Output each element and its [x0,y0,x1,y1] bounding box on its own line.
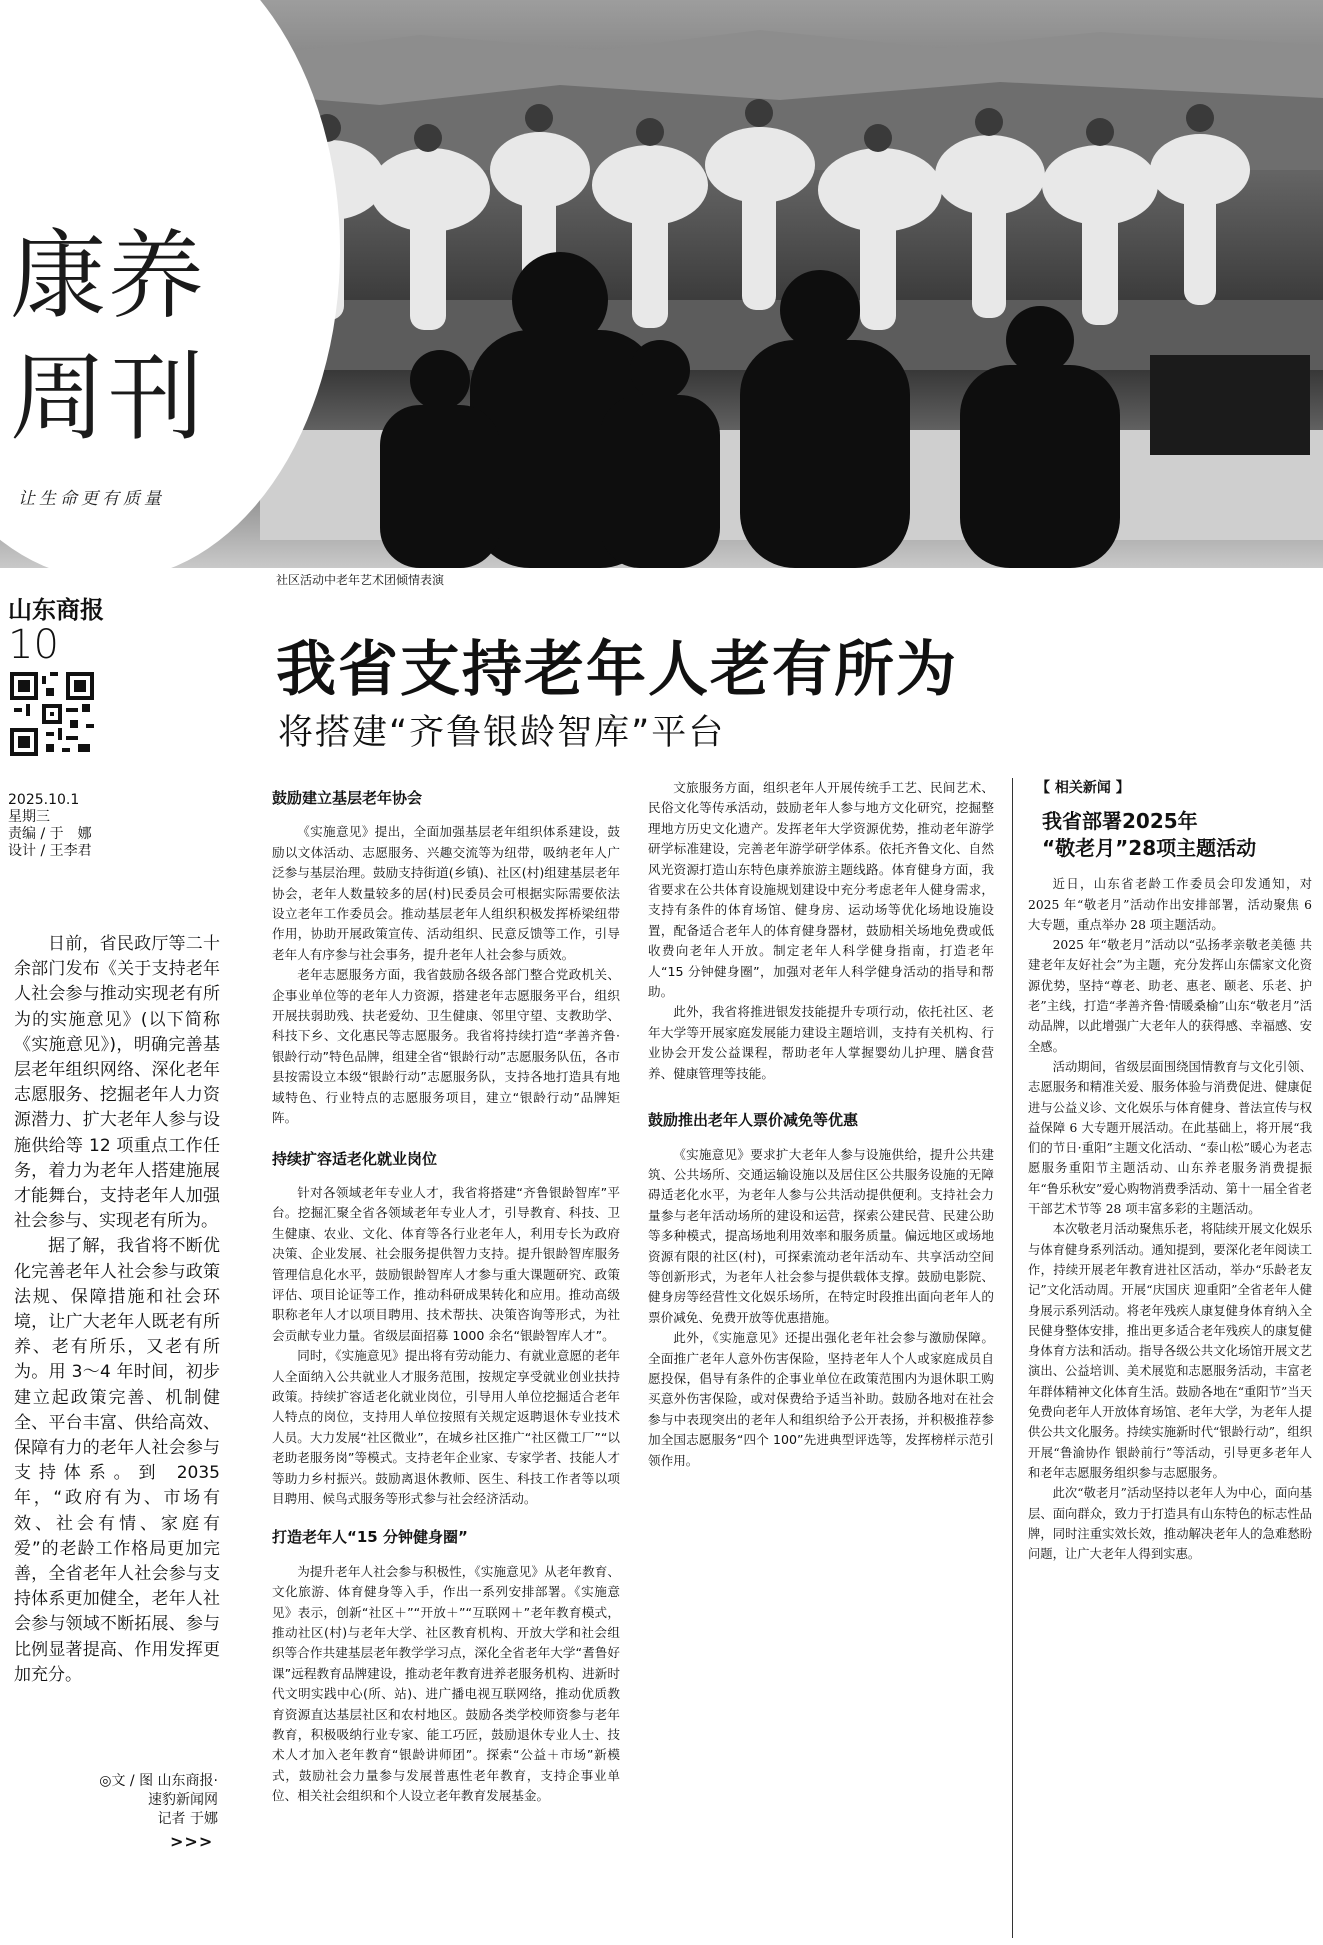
subheadline: 将搭建“齐鲁银龄智库”平台 [278,713,726,753]
related-paragraph: 本次敬老月活动聚焦乐老，将陆续开展文化娱乐与体育健身系列活动。通知提到，要深化老年阅读工作，持续开展老年教育进社区活动，举办“乐龄老友记”文化活动周。开展“庆国庆 迎重阳”全省老年人健身展示系列活动。将老年残疾人康复健身体育纳入全民健身整体安排，推出更多适合老年残疾人的康复健身体育方法和活动。指导各级公共文化场馆开展文艺演出、公益培训、美术展览和志愿服务活动，丰富老年群体精神文化体育生活。鼓励各地在“重阳节”当天免费向老年人开放体育场馆、老年大学，为老年人提供公共文化服务。持续实施新时代“银龄行动”，组织开展“鲁渝协作 银龄前行”等活动，引导更多老年人和老年志愿服务组织参与志愿服务。 [1028,1222,1312,1480]
masthead-title-line1: 康养 [10,220,206,332]
section-heading: 鼓励推出老年人票价减免等优惠 [648,1111,859,1130]
byline-line: ◎文 / 图 山东商报· [99,1773,218,1789]
photo-caption: 社区活动中老年艺术团倾情表演 [276,573,445,587]
related-paragraph: 近日，山东省老龄工作委员会印发通知，对 2025 年“敬老月”活动作出安排部署，活动聚焦 6 大专题，重点举办 28 项主题活动。 [1028,877,1312,932]
body-paragraph: 此外，我省将推进银发技能提升专项行动，依托社区、老年大学等开展家庭发展能力建设主题培训，支持有关机构、行业协会开发公益课程，帮助老年人掌握婴幼儿护理、膳食营养、健康管理等技能。 [648,1004,994,1081]
section-heading: 打造老年人“15 分钟健身圈” [272,1528,468,1547]
body-paragraph: 文旅服务方面，组织老年人开展传统手工艺、民间艺术、民俗文化等传承活动，鼓励老年人参与地方文化研究，挖掘整理地方历史文化遗产。发挥老年大学资源优势，推动老年游学研学标准建设，完善老年游学研学体系。依托齐鲁文化、自然风光资源打造山东特色康养旅游主题线路。体育健身方面，我省要求在公共体育设施规划建设中充分考虑老年人健身需求，支持有条件的体育场馆、健身房、运动场等优化场地设施设置，配备适合老年人的体育健身器材，鼓励相关场地免费或低收费向老年人开放。制定老年人科学健身指南，打造老年人“15 分钟健身圈”，加强对老年人科学健身活动的指导和帮助。 [648,780,994,1000]
body-paragraph: 同时，《实施意见》提出将有劳动能力、有就业意愿的老年人全面纳入公共就业人才服务范围，按规定享受就业创业扶持政策。持续扩容适老化就业岗位，引导用人单位挖掘适合老年人特点的岗位，支持用人单位按照有关规定返聘退休专业技术人员。大力发展“社区微业”，在城乡社区推广“社区微工厂”“以老助老服务岗”等模式。支持老年企业家、专家学者、技能人才等助力乡村振兴。鼓励离退休教师、医生、科技工作者等以项目聘用、候鸟式服务等形式参与社会经济活动。 [272,1348,620,1506]
related-paragraph: 此次“敬老月”活动坚持以老年人为中心，面向基层、面向群众，致力于打造具有山东特色的标志性品牌，同时注重实效长效，推动解决老年人的急难愁盼问题，让广大老年人得到实惠。 [1028,1486,1312,1562]
lead-paragraph: 据了解，我省将不断优化完善老年人社会参与政策法规、保障措施和社会环境，让广大老年人既老有所养、老有所乐，又老有所为。用 3～4 年时间，初步建立起政策完善、机制健全、平台丰富、供给高效、保障有力的老年人社会参与支持体系。到 2035 年，“政府有为、市场有效、社会有情、家庭有爱”的老龄工作格局更加完善，全省老年人社会参与支持体系更加健全，老年人社会参与领域不断拓展、参与比例显著提高、作用发挥更加充分。 [14,1236,220,1685]
related-title-line: 我省部署2025年 [1042,809,1198,834]
body-paragraph: 《实施意见》提出，全面加强基层老年组织体系建设，鼓励以文体活动、志愿服务、兴趣交流等为纽带，吸纳老年人广泛参与基层治理。鼓励支持街道(乡镇)、社区(村)组建基层老年协会，老年人数量较多的居(村)民委员会可根据实际需要依法设立老年工作委员会。推动基层老年人组织积极发挥桥梁纽带作用，协助开展政策宣传、活动组织、民意反馈等工作，引导老年人有序参与社会事务，提升老年人社会参与质效。 [272,824,620,962]
hero-photo [0,0,1323,568]
qr-code-icon[interactable] [10,672,94,756]
issue-weekday: 星期三 [8,809,50,825]
section-heading: 持续扩容适老化就业岗位 [272,1149,438,1168]
body-paragraph: 《实施意见》要求扩大老年人参与设施供给，提升公共建筑、公共场所、交通运输设施以及居住区公共服务设施的无障碍适老化水平，为老年人参与公共活动提供便利。支持社会力量参与老年活动场所的建设和运营，探索公建民营、民建公助等多种模式，提高场地利用效率和服务质量。偏远地区或场地资源有限的社区(村)，可探索流动老年活动车、共享活动空间等创新形式，为老年人社会参与提供载体支撑。鼓励电影院、健身房等经营性文化娱乐场所，在特定时段推出面向老年人的票价减免、免费开放等优惠措施。 [648,1146,994,1325]
page-number: 10 [8,622,59,668]
body-paragraph: 为提升老年人社会参与积极性，《实施意见》从老年教育、文化旅游、体育健身等入手，作出一系列安排部署。《实施意见》表示，创新“社区＋”“开放＋”“互联网＋”老年教育模式，推动社区(村)与老年大学、社区教育机构、开放大学和社会组织等合作共建基层老年教学学习点，深化全省老年大学“耆鲁好课”远程教育品牌建设，推动老年教育进养老服务机构、进新时代文明实践中心(所、站)、进广播电视互联网络，推动优质教育资源直达基层社区和农村地区。鼓励各类学校师资参与老年教育，积极吸纳行业专家、能工巧匠，鼓励退休专业人士、技术人才加入老年教育“银龄讲师团”。探索“公益＋市场”新模式，鼓励社会力量参与发展普惠性老年教育，支持企事业单位、相关社会组织和个人设立老年教育发展基金。 [272,1563,620,1804]
body-paragraph: 针对各领域老年专业人才，我省将搭建“齐鲁银龄智库”平台。挖掘汇聚全省各领域老年专业人才，引导教育、科技、卫生健康、农业、文化、体育等各行业老年人，利用专长为政府决策、企业发展、社会服务提供智力支持。提升银龄智库服务管理信息化水平，鼓励银龄智库人才参与重大课题研究、政策评估、项目论证等工作，推动科研成果转化和应用。推动高级职称老年人才以项目聘用、技术帮扶、决策咨询等形式，为社会贡献专业力量。省级层面招募 1000 余名“银龄智库人才”。 [272,1184,620,1343]
lead-text [14,932,220,1688]
related-news-title [1042,808,1312,862]
related-title-line: “敬老月”28项主题活动 [1042,836,1257,861]
article-column-2 [648,778,994,1471]
byline-line: 速豹新闻网 [148,1792,218,1808]
headline: 我省支持老年人老有所为 [276,635,958,705]
masthead-slogan: 让生命更有质量 [18,489,165,509]
column-divider [1012,778,1013,1938]
related-news-tag: 【 相关新闻 】 [1036,780,1130,796]
body-paragraph: 老年志愿服务方面，我省鼓励各级各部门整合党政机关、企事业单位等的老年人力资源，搭建老年志愿服务平台，组织开展扶弱助残、扶老爱幼、卫生健康、邻里守望、支教助学、科技下乡、文化惠民等志愿服务。我省将持续打造“孝善齐鲁·银龄行动”特色品牌，组建全省“银龄行动”志愿服务队伍，各市县按需设立本级“银龄行动”志愿服务队，支持各地打造具有地域特色、行业特点的志愿服务项目，建立“银龄行动”品牌矩阵。 [272,967,620,1126]
lead-paragraph: 日前，省民政厅等二十余部门发布《关于支持老年人社会参与推动实现老有所为的实施意见》(以下简称《实施意见》)，明确完善基层老年组织网络、深化老年志愿服务、挖掘老年人力资源潜力、扩大老年人参与设施供给等 12 项重点工作任务，着力为老年人搭建施展才能舞台，支持老年人加强社会参与、实现老有所为。 [14,934,220,1232]
byline-line: 记者 于娜 [157,1811,218,1827]
related-paragraph: 2025 年“敬老月”活动以“弘扬孝亲敬老美德 共建老年友好社会”为主题，充分发挥山东儒家文化资源优势，坚持“尊老、助老、惠老、颐老、乐老、护老”主线，打造“孝善齐鲁·情暖桑榆”山东“敬老月”活动品牌，以此增强广大老年人的获得感、幸福感、安全感。 [1028,938,1312,1054]
related-news [1028,778,1312,1564]
masthead-title-line2: 周刊 [10,342,206,454]
editor-credit: 责编 / 于 娜 [8,826,92,842]
body-paragraph: 此外，《实施意见》还提出强化老年社会参与激励保障。全面推广老年人意外伤害保险，坚持老年人个人或家庭成员自愿投保，倡导有条件的企事业单位在政策范围内为退休职工购买意外伤害保险，或对保费给予适当补助。鼓励各地对在社会参与中表现突出的老年人和组织给予公开表扬，并积极推荐参加全国志愿服务“四个 100”先进典型评选等，发挥榜样示范引领作用。 [648,1330,994,1468]
byline [30,1772,218,1829]
continue-arrows: >>> [170,1832,214,1851]
edition-meta [8,792,92,860]
section-heading: 鼓励建立基层老年协会 [272,789,423,807]
designer-credit: 设计 / 王李君 [8,843,92,859]
related-paragraph: 活动期间，省级层面围绕国情教育与文化引领、志愿服务和精准关爱、服务体验与消费促进、健康促进与公益义诊、文化娱乐与体育健身、普法宣传与权益保障 6 大专题开展活动。在此基础上，将开展“我们的节日·重阳”主题文化活动、“泰山松”暖心为老志愿服务重阳节主题活动、山东养老服务消费提振年“鲁乐秋安”爱心购物消费季活动、第十一届全省老干部艺术节等 28 项丰富多彩的主题活动。 [1028,1059,1312,1217]
issue-date: 2025.10.1 [8,792,80,808]
article-column-1 [272,778,620,1804]
newspaper-name: 山东商报 [8,595,104,624]
